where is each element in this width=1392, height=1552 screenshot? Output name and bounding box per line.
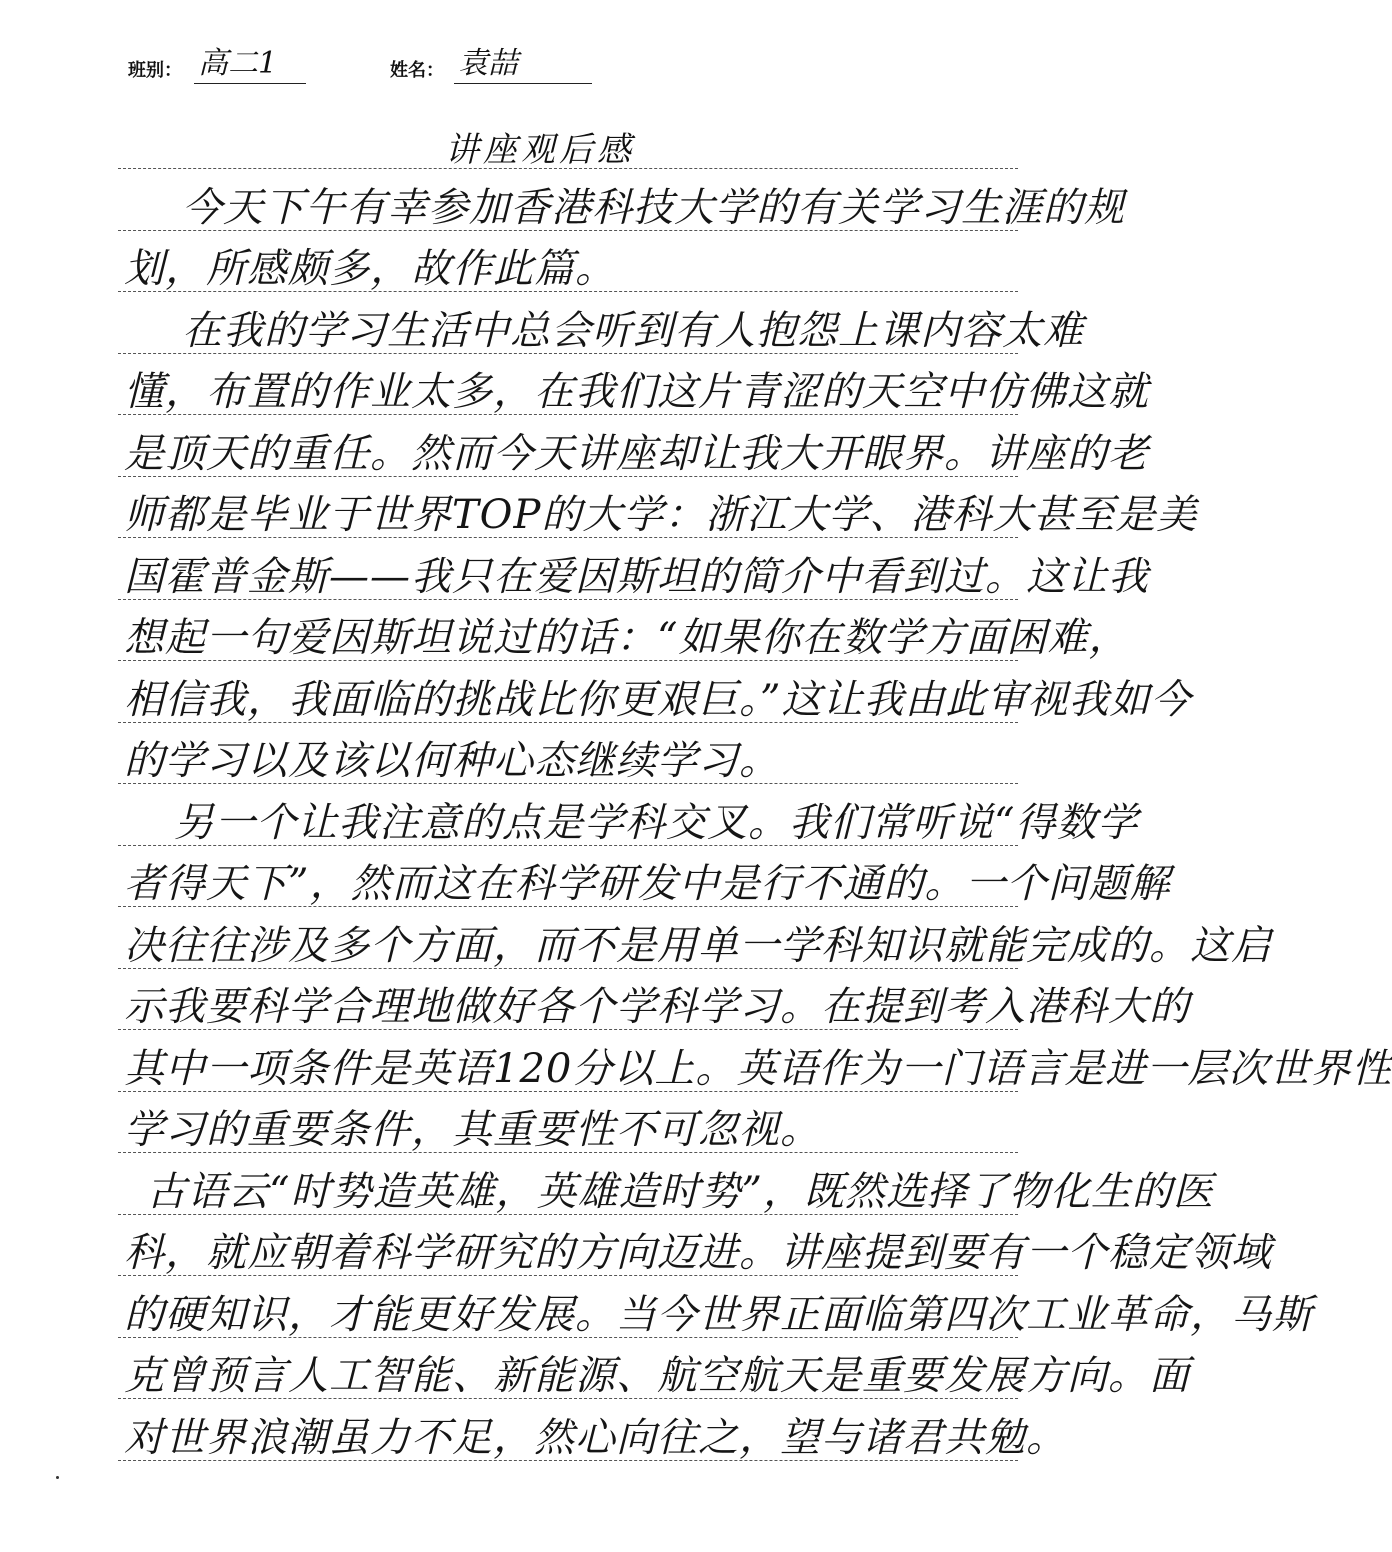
essay-line: 是顶天的重任。然而今天讲座却让我大开眼界。讲座的老 [124, 431, 1149, 477]
essay-line: 古语云“时势造英雄，英雄造时势”，既然选择了物化生的医 [146, 1169, 1214, 1215]
essay-line: 对世界浪潮虽力不足，然心向往之，望与诸君共勉。 [124, 1415, 1067, 1461]
essay-line: 在我的学习生活中总会听到有人抱怨上课内容太难 [182, 308, 1084, 354]
essay-line: 科，就应朝着科学研究的方向迈进。讲座提到要有一个稳定领域 [124, 1230, 1272, 1276]
essay-line: 决往往涉及多个方面，而不是用单一学科知识就能完成的。这启 [124, 923, 1272, 969]
essay-line: 其中一项条件是英语120分以上。英语作为一门语言是进一层次世界性 [124, 1046, 1392, 1092]
essay-line: 师都是毕业于世界TOP的大学：浙江大学、港科大甚至是美 [124, 492, 1198, 538]
essay-line: 另一个让我注意的点是学科交叉。我们常听说“得数学 [174, 800, 1139, 846]
class-label: 班别： [128, 60, 182, 81]
essay-line: 国霍普金斯——我只在爱因斯坦的简介中看到过。这让我 [124, 554, 1149, 600]
name-value: 袁喆 [458, 46, 518, 81]
essay-line: 今天下午有幸参加香港科技大学的有关学习生涯的规 [182, 185, 1125, 231]
essay-line: 懂，布置的作业太多，在我们这片青涩的天空中仿佛这就 [124, 369, 1149, 415]
essay-line: 者得天下”，然而这在科学研发中是行不通的。一个问题解 [124, 861, 1171, 907]
name-label: 姓名： [390, 60, 444, 81]
essay-line: 示我要科学合理地做好各个学科学习。在提到考入港科大的 [124, 984, 1190, 1030]
essay-line: 想起一句爱因斯坦说过的话：“如果你在数学方面困难， [124, 615, 1130, 661]
class-value: 高二1 [198, 46, 278, 81]
essay-line: 划，所感颇多，故作此篇。 [124, 246, 616, 292]
essay-line: 的硬知识，才能更好发展。当今世界正面临第四次工业革命，马斯 [124, 1292, 1313, 1338]
rule-line [118, 168, 1018, 169]
essay-line: 克曾预言人工智能、新能源、航空航天是重要发展方向。面 [124, 1353, 1190, 1399]
essay-line: 的学习以及该以何种心态继续学习。 [124, 738, 780, 784]
essay-title: 讲座观后感 [445, 130, 635, 170]
margin-dot [56, 1476, 59, 1479]
essay-line: 相信我，我面临的挑战比你更艰巨。”这让我由此审视我如今 [124, 677, 1192, 723]
essay-line: 学习的重要条件，其重要性不可忽视。 [124, 1107, 821, 1153]
